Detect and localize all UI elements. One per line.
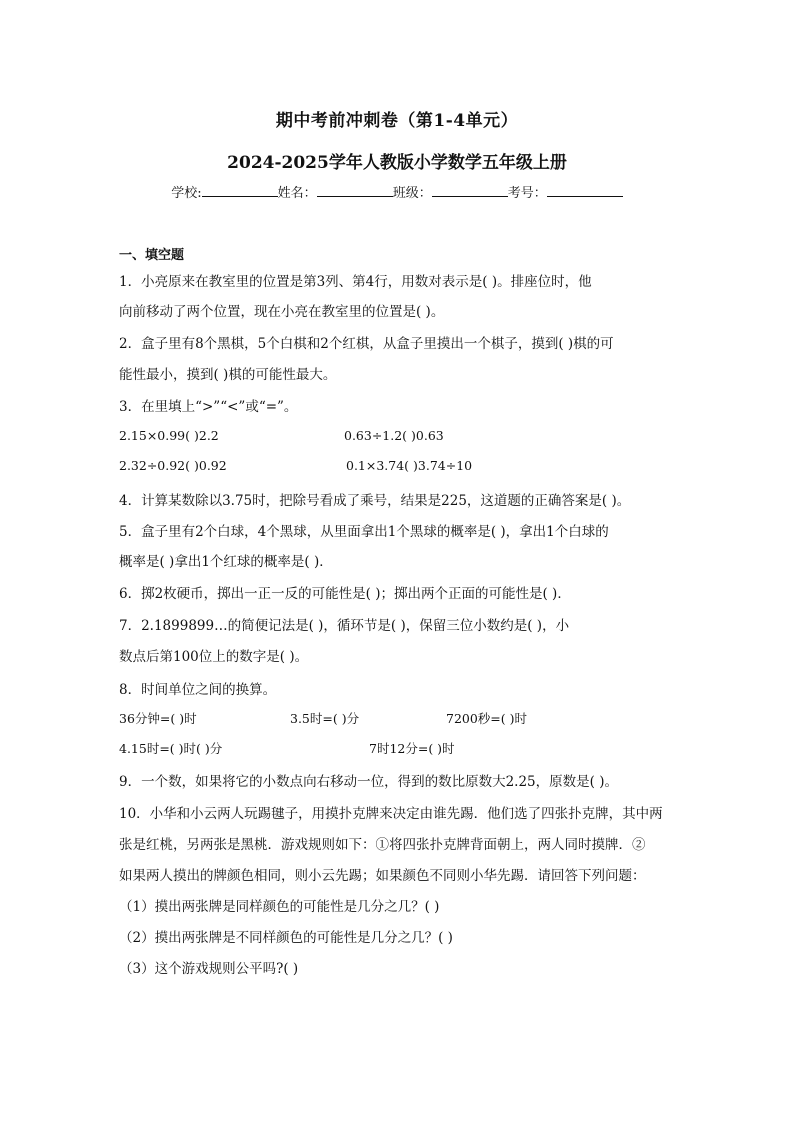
q8-item-2: 3.5时=( )分 <box>290 711 360 726</box>
question-2-line-1: 2．盒子里有8个黑棋，5个白棋和2个红棋，从盒子里摸出一个棋子，摸到( )棋的可 <box>119 336 614 352</box>
school-blank[interactable] <box>202 184 278 197</box>
student-info-line <box>0 182 794 201</box>
q8-item-5: 7时12分=( )时 <box>369 741 455 756</box>
q3-item-3: 2.32÷0.92( )0.92 <box>119 458 227 473</box>
exam-number-blank[interactable] <box>547 184 623 197</box>
question-3: 3．在里填上“>”“<”或“=”。 <box>119 399 298 415</box>
q8-item-4: 4.15时=( )时( )分 <box>119 741 223 756</box>
school-label: 学校: <box>171 186 202 201</box>
name-label: 姓名： <box>277 186 317 201</box>
q8-item-1: 36分钟=( )时 <box>119 711 197 726</box>
question-7-line-2: 数点后第100位上的数字是( )。 <box>119 649 309 665</box>
q3-item-2: 0.63÷1.2( )0.63 <box>344 428 444 443</box>
question-10-line-1: 10．小华和小云两人玩踢毽子，用摸扑克牌来决定由谁先踢．他们选了四张扑克牌，其中两 <box>119 806 663 822</box>
name-blank[interactable] <box>317 184 393 197</box>
question-7-line-1: 7．2.1899899…的简便记法是( )，循环节是( )，保留三位小数约是( )，小 <box>119 618 570 634</box>
question-2-line-2: 能性最小，摸到( )棋的可能性最大。 <box>119 367 337 383</box>
question-1-line-2: 向前移动了两个位置，现在小亮在教室里的位置是( )。 <box>119 304 445 320</box>
q3-item-4: 0.1×3.74( )3.74÷10 <box>346 458 473 473</box>
question-5-line-2: 概率是( )拿出1个红球的概率是( )． <box>119 554 333 570</box>
class-blank[interactable] <box>432 184 508 197</box>
q8-item-3: 7200秒=( )时 <box>446 711 528 726</box>
question-10-line-2: 张是红桃，另两张是黑桃．游戏规则如下：①将四张扑克牌背面朝上，两人同时摸牌．② <box>119 837 646 853</box>
question-10-part-3: （3）这个游戏规则公平吗?( ) <box>119 961 299 977</box>
question-1-line-1: 1．小亮原来在教室里的位置是第3列、第4行，用数对表示是( )。排座位时，他 <box>119 274 592 290</box>
exam-title: 期中考前冲刺卷（第1-4单元） <box>275 111 519 131</box>
section-title: 一、填空题 <box>119 248 185 263</box>
exam-subtitle: 2024-2025学年人教版小学数学五年级上册 <box>227 153 567 173</box>
question-6: 6．掷2枚硬币，掷出一正一反的可能性是( )；掷出两个正面的可能性是( )． <box>119 586 571 602</box>
question-9: 9．一个数，如果将它的小数点向右移动一位，得到的数比原数大2.25，原数是( )。 <box>119 774 618 790</box>
question-10-part-2: （2）摸出两张牌是不同样颜色的可能性是几分之几？( ) <box>119 930 453 946</box>
question-10-part-1: （1）摸出两张牌是同样颜色的可能性是几分之几？( ) <box>119 899 440 915</box>
exam-number-label: 考号： <box>507 186 547 201</box>
class-label: 班级： <box>392 186 432 201</box>
question-10-line-3: 如果两人摸出的牌颜色相同，则小云先踢；如果颜色不同则小华先踢．请回答下列问题： <box>119 868 646 884</box>
question-5-line-1: 5．盒子里有2个白球，4个黑球，从里面拿出1个黑球的概率是( )，拿出1个白球的 <box>119 524 609 540</box>
q3-item-1: 2.15×0.99( )2.2 <box>119 428 219 443</box>
question-4: 4．计算某数除以3.75时，把除号看成了乘号，结果是225，这道题的正确答案是( )。 <box>119 493 631 509</box>
question-8: 8．时间单位之间的换算。 <box>119 682 277 698</box>
